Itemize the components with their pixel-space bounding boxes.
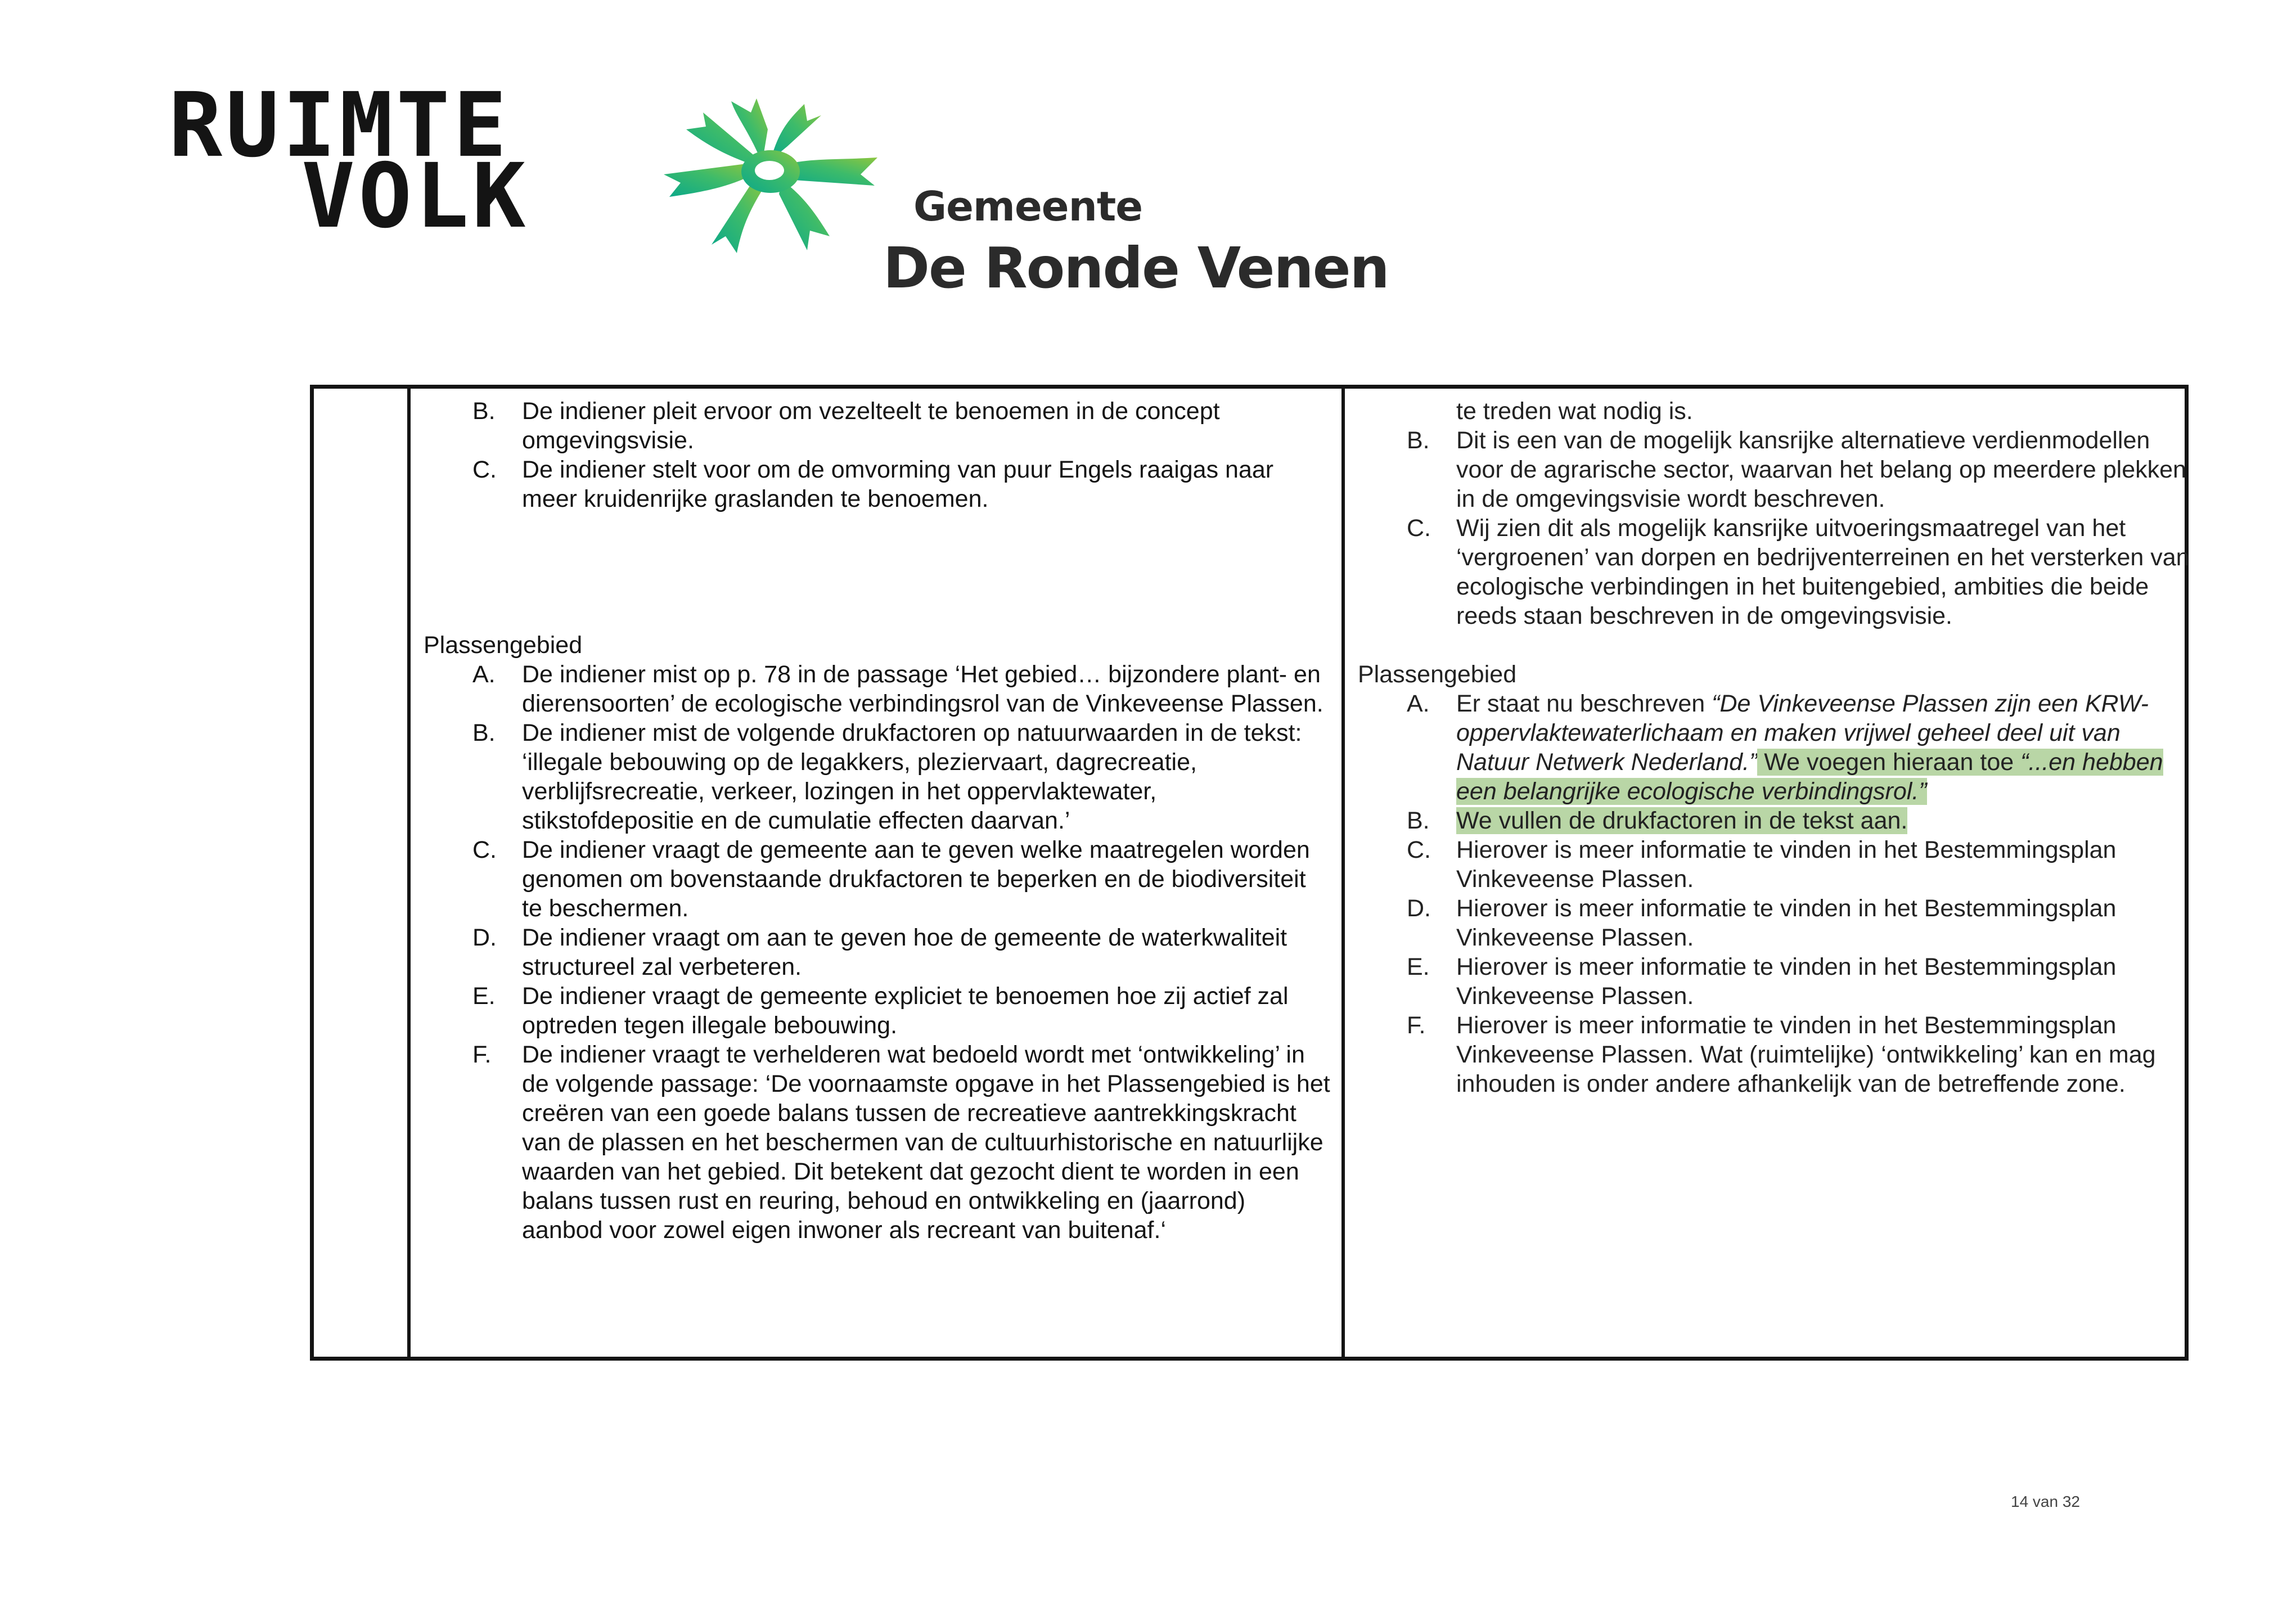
list-item [424, 835, 1332, 923]
item-letter: E. [472, 983, 496, 1010]
item-letter: B. [472, 398, 496, 425]
item-text: De indiener mist de volgende drukfactoren op natuurwaarden in de tekst: ‘illegale bebouwing op de legakkers, pleziervaart, dagrecreatie, verblijfsrecreatie, verkeer, lozingen in het oppervlaktewater, stikstofdepositie en de cumulatie effecten daarvan.’ [522, 719, 1302, 834]
item-letter: B. [472, 719, 496, 746]
list-item [424, 982, 1332, 1040]
list-item [424, 455, 1332, 514]
response-table [310, 385, 2189, 1361]
highlighted-text: We vullen de drukfactoren in de tekst aan. [1456, 807, 1908, 834]
list-item [1358, 689, 2196, 806]
section-heading: Plassengebied [424, 632, 583, 659]
item-text: De indiener vraagt de gemeente aan te geven welke maatregelen worden genomen om bovenstaande drukfactoren te beperken en de biodiversiteit te beschermen. [522, 836, 1310, 922]
gemeente-logo-line2: De Ronde Venen [883, 235, 1389, 301]
ruimtevolk-logo-line2: VOLK [301, 145, 529, 249]
item-text: De indiener stelt voor om de omvorming van puur Engels raaigas naar meer kruidenrijke graslanden te benoemen. [522, 456, 1274, 512]
item-text: Hierover is meer informatie te vinden in het Bestemmingsplan Vinkeveense Plassen. [1456, 836, 2117, 893]
item-letter: D. [472, 924, 497, 951]
item-letter: C. [472, 456, 497, 483]
item-text: De indiener pleit ervoor om vezelteelt te benoemen in de concept omgevingsvisie. [522, 398, 1220, 454]
list-item [424, 397, 1332, 455]
item-text [1456, 806, 2196, 835]
table-divider-1 [407, 389, 411, 1357]
item-letter: C. [1407, 515, 1431, 542]
list-item [424, 923, 1332, 982]
table-divider-2 [1341, 389, 1345, 1357]
item-letter: C. [1407, 836, 1431, 863]
list-item [424, 1040, 1332, 1245]
list-item [1358, 426, 2196, 514]
item-lead: Er staat nu beschreven [1456, 690, 1712, 717]
ruimtevolk-logo-line1: RUIMTE [169, 74, 510, 177]
response-column [1358, 397, 2196, 1099]
gemeente-star-logo-icon [652, 96, 889, 264]
item-text: Wij zien dit als mogelijk kansrijke uitvoeringsmaatregel van het ‘vergroenen’ van dorpen en bedrijventerreinen en het versterken van ecologische verbindingen in het buitengebied, ambities die beide reeds staan beschreven in de omgevingsvisie. [1456, 515, 2190, 629]
list-item [1358, 806, 2196, 835]
item-letter: B. [1407, 427, 1430, 454]
submission-column [424, 397, 1332, 1245]
item-letter: F. [472, 1041, 492, 1068]
item-text: De indiener vraagt te verhelderen wat bedoeld wordt met ‘ontwikkeling’ in de volgende passage: ‘De voornaamste opgave in het Plassengebied is het creëren van een goede balans tussen de recreatieve aantrekkingskracht van de plassen en het beschermen van de cultuurhistorische en natuurlijke waarden van het gebied. Dit betekent dat gezocht dient te worden in een balans tussen rust en reuring, behoud en ontwikkeling en (jaarrond) aanbod voor zowel eigen inwoner als recreant van buitenaf.‘ [522, 1041, 1330, 1244]
highlighted-text: We voegen hieraan toe [1757, 749, 2021, 776]
item-text: Dit is een van de mogelijk kansrijke alternatieve verdienmodellen voor de agrarische sector, waarvan het belang op meerdere plekken in de omgevingsvisie wordt beschreven. [1456, 427, 2186, 512]
ruimtevolk-logo [169, 74, 529, 249]
list-item [1358, 894, 2196, 952]
continuation-text: te treden wat nodig is. [1456, 398, 1693, 425]
item-text: Hierover is meer informatie te vinden in het Bestemmingsplan Vinkeveense Plassen. [1456, 953, 2117, 1010]
item-letter: A. [1407, 690, 1430, 717]
item-letter: B. [1407, 807, 1430, 834]
item-text: Hierover is meer informatie te vinden in het Bestemmingsplan Vinkeveense Plassen. [1456, 895, 2117, 951]
item-letter: C. [472, 836, 497, 863]
section-heading: Plassengebied [1358, 661, 1517, 688]
list-item [424, 718, 1332, 835]
highlighted-quote: “...en hebben een belangrijke ecologische verbindingsrol.” [1456, 749, 2163, 805]
gemeente-logo-line1: Gemeente [913, 183, 1143, 230]
item-quote: “De Vinkeveense Plassen zijn een KRW-oppervlaktewaterlichaam en maken vrijwel geheel deel uit van Natuur Netwerk Nederland.” [1456, 690, 2149, 776]
list-item [1358, 952, 2196, 1011]
item-letter: A. [472, 661, 496, 688]
list-item [424, 660, 1332, 718]
list-item [1358, 1011, 2196, 1099]
item-text: De indiener mist op p. 78 in de passage ‘Het gebied… bijzondere plant- en dierensoorten’ de ecologische verbindingsrol van de Vinkeveense Plassen. [522, 661, 1323, 717]
list-item [1358, 514, 2196, 631]
item-letter: D. [1407, 895, 1431, 922]
item-letter: F. [1407, 1012, 1426, 1039]
item-letter: E. [1407, 953, 1430, 980]
page-number: 14 van 32 [2011, 1493, 2080, 1510]
item-text [1456, 689, 2196, 806]
item-text: De indiener vraagt de gemeente expliciet te benoemen hoe zij actief zal optreden tegen illegale bebouwing. [522, 983, 1289, 1039]
item-text: De indiener vraagt om aan te geven hoe de gemeente de waterkwaliteit structureel zal verbeteren. [522, 924, 1287, 980]
item-text: Hierover is meer informatie te vinden in het Bestemmingsplan Vinkeveense Plassen. Wat (ruimtelijke) ‘ontwikkeling’ kan en mag inhouden is onder andere afhankelijk van de betreffende zone. [1456, 1012, 2156, 1097]
list-item [1358, 835, 2196, 894]
